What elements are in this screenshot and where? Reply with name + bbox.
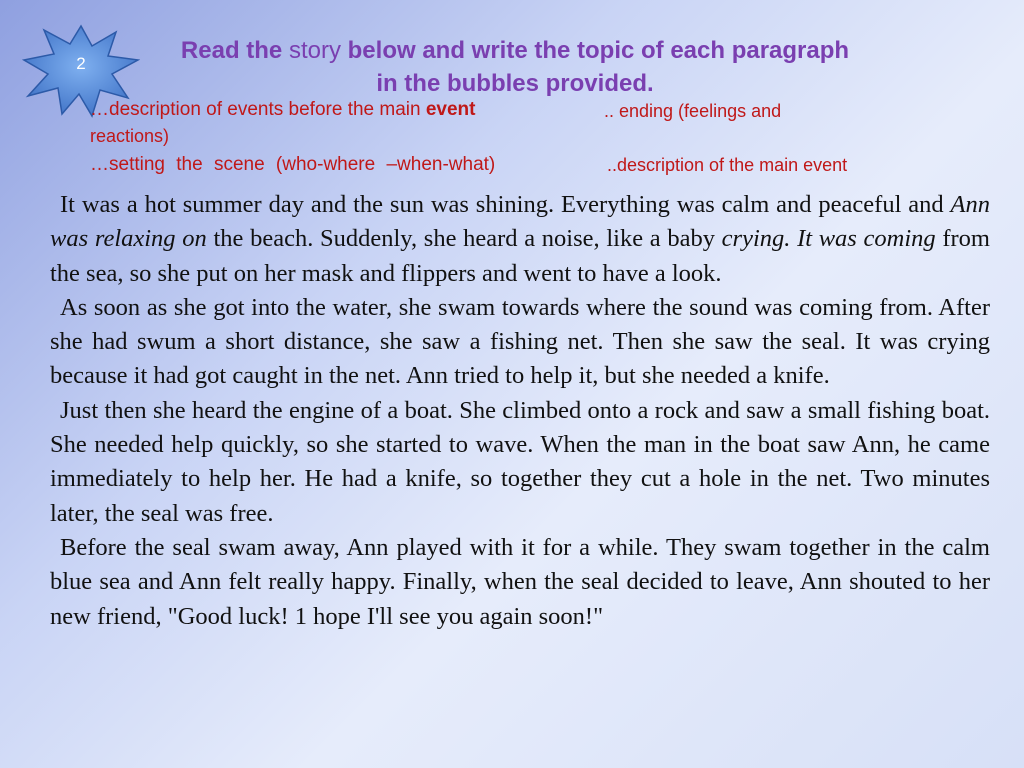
story-paragraph-3: Just then she heard the engine of a boat. She climbed onto a rock and saw a small fishing boat. She needed help quickly, so she started to wave. When the man in the boat saw Ann, he came immediately to help her. He had a knife, so together they cut a hole in the net. Two minutes later, the seal was free. [50,396,990,527]
hint-setting: …setting the scene (who-where –when-what) [90,154,496,175]
p1-part-e: from the sea, so she put on her mask and flippers and went to have a look. [50,225,990,287]
p1-part-d: crying. It was coming [721,225,936,253]
story-paragraph-4: Before the seal swam away, Ann played with it for a while. They swam together in the calm blue sea and Ann felt really happy. Finally, when the seal decided to leave, Ann shouted to her new friend, "Good luck! 1 hope I'll see you again soon!" [50,533,990,630]
hint-events-before-text: …description of events before the main [90,99,426,120]
badge-number: 2 [76,54,86,73]
p1-part-c: the beach. Suddenly, she heard a noise, like a baby [206,225,722,253]
p1-part-a: It was a hot summer day and the sun was shining. Everything was calm and peaceful and [60,191,951,218]
p1-part-b: Ann was relaxing on [50,191,990,253]
page-title [180,34,850,100]
title-part-3: below and write the topic of each paragraph in the bubbles provided. [347,37,850,97]
title-part-1: Read the [180,37,283,64]
hint-ending-continued: reactions) [90,126,170,146]
story-paragraph-1 [50,188,990,291]
story-paragraph-2: As soon as she got into the water, she swam towards where the sound was coming from. After she had swum a short distance, she saw a fishing net. Then she saw the seal. It was crying because it had got caught in the net. Ann tried to help it, but she needed a knife. [50,293,990,390]
story-text [50,188,990,634]
title-part-2: story [288,37,341,64]
hint-ending: .. ending (feelings and [604,101,782,121]
hint-main-event: ..description of the main event [607,155,848,175]
hint-events-before [90,99,476,121]
hint-events-before-bold: event [425,99,476,120]
